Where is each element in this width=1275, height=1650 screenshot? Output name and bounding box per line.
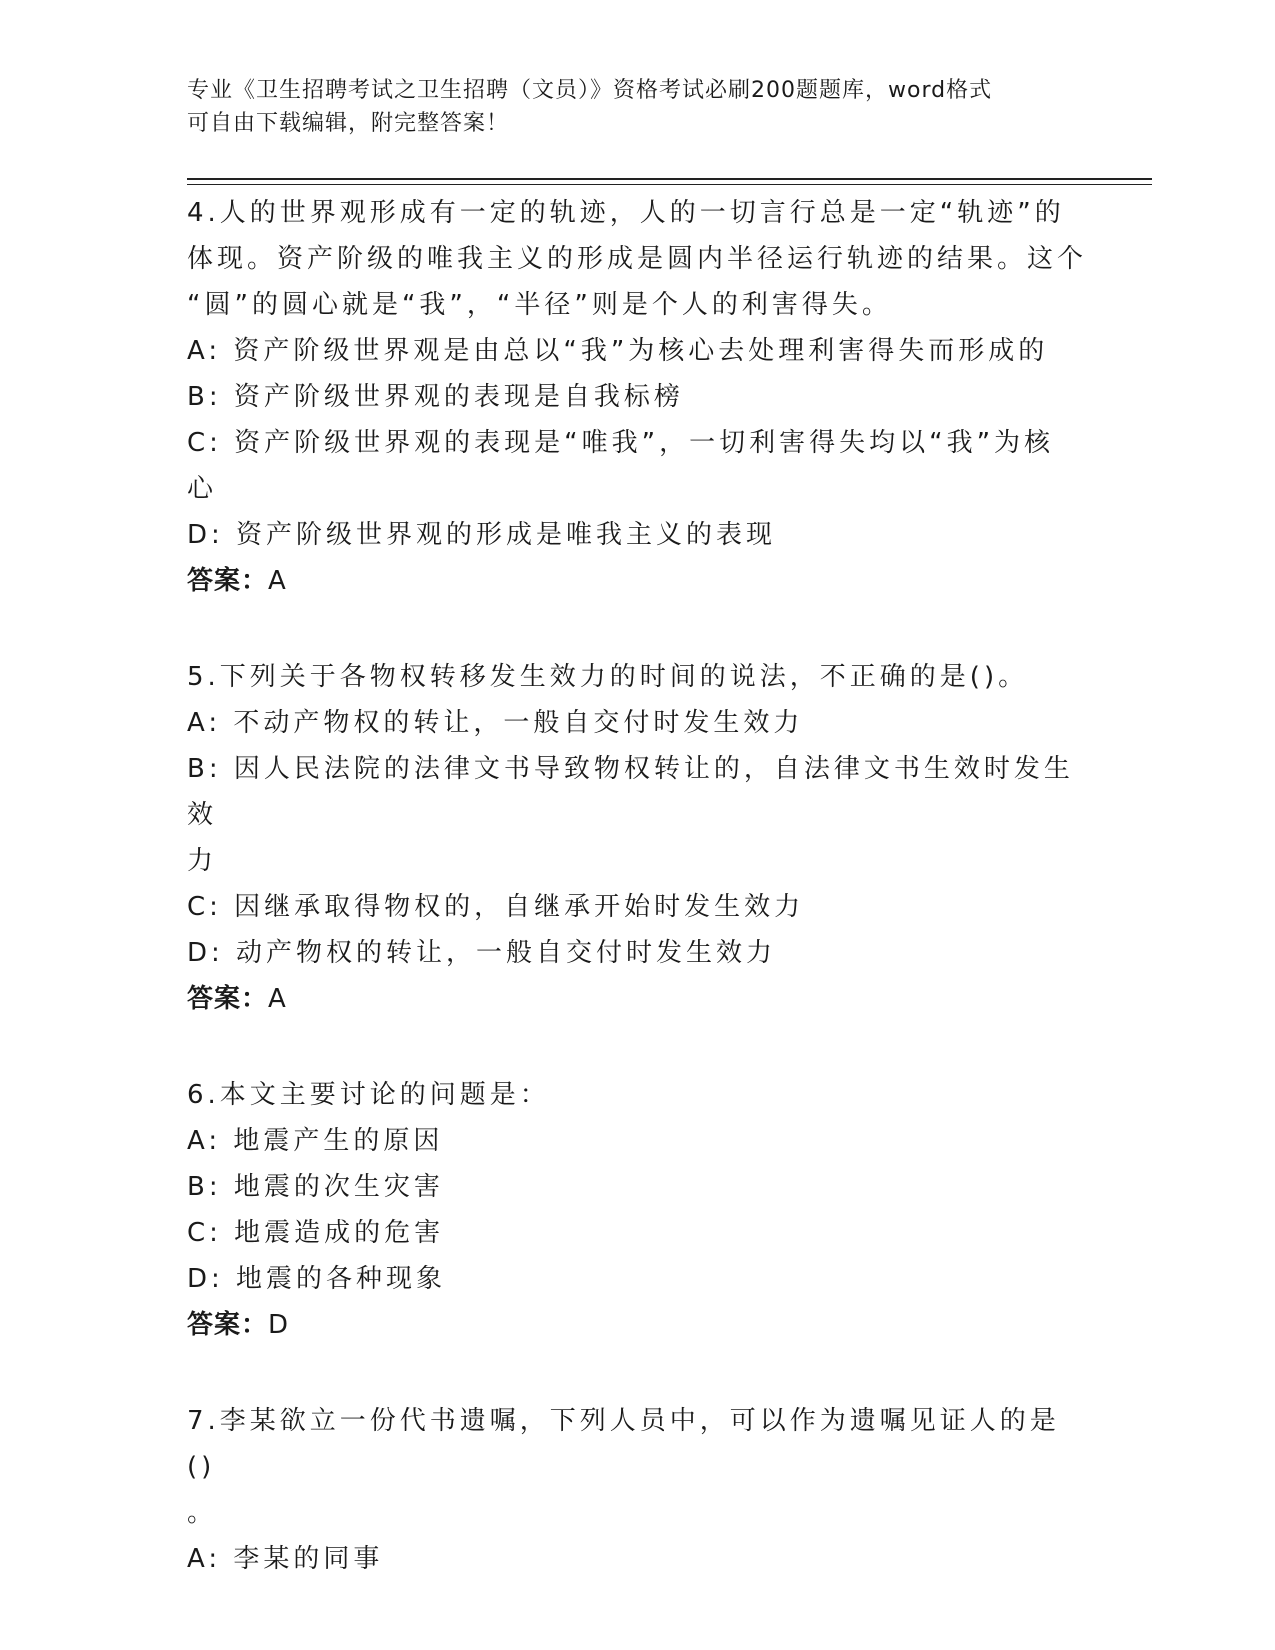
- question-stem-line: 体现。资产阶级的唯我主义的形成是圆内半径运行轨迹的结果。这个: [187, 244, 1088, 274]
- answer-value: A: [268, 566, 287, 596]
- question-stem-line: 4.人的世界观形成有一定的轨迹，人的一切言行总是一定“轨迹”的: [187, 198, 1065, 228]
- option-b: B: 资产阶级世界观的表现是自我标榜: [187, 382, 684, 412]
- question-5: [187, 654, 1087, 1022]
- question-stem-line: “圆”的圆心就是“我”，“半径”则是个人的利害得失。: [187, 290, 892, 320]
- header-divider-thick: [187, 178, 1152, 180]
- option-c: C: 地震造成的危害: [187, 1218, 445, 1248]
- question-6: [187, 1072, 1087, 1348]
- question-stem-line: 7.李某欲立一份代书遗嘱，下列人员中，可以作为遗嘱见证人的是(): [187, 1406, 1060, 1482]
- option-a: A: 李某的同事: [187, 1544, 384, 1574]
- answer-line: [187, 1302, 1087, 1348]
- header-line-2: 可自由下载编辑，附完整答案！: [187, 111, 510, 136]
- answer-value: D: [268, 1310, 290, 1340]
- question-stem-line: 6.本文主要讨论的问题是：: [187, 1080, 550, 1110]
- question-4: [187, 190, 1087, 604]
- question-list: [187, 190, 1087, 1632]
- option-d: D: 动产物权的转让，一般自交付时发生效力: [187, 938, 777, 968]
- answer-label: 答案：: [187, 566, 269, 596]
- document-header: [187, 74, 1087, 140]
- option-c-continued: 心: [187, 474, 218, 504]
- option-a: A: 地震产生的原因: [187, 1126, 444, 1156]
- option-b-continued: 力: [187, 846, 218, 876]
- option-a: A: 不动产物权的转让，一般自交付时发生效力: [187, 708, 804, 738]
- answer-line: [187, 558, 1087, 604]
- header-line-1: 专业《卫生招聘考试之卫生招聘（文员）》资格考试必刷200题题库，word格式: [187, 78, 993, 103]
- option-d: D: 资产阶级世界观的形成是唯我主义的表现: [187, 520, 777, 550]
- option-c: C: 资产阶级世界观的表现是“唯我”，一切利害得失均以“我”为核: [187, 428, 1055, 458]
- answer-value: A: [268, 984, 287, 1014]
- answer-line: [187, 976, 1087, 1022]
- question-stem-line: 。: [187, 1498, 218, 1528]
- answer-label: 答案：: [187, 984, 269, 1014]
- option-c: C: 因继承取得物权的，自继承开始时发生效力: [187, 892, 805, 922]
- option-d: D: 地震的各种现象: [187, 1264, 447, 1294]
- answer-label: 答案：: [187, 1310, 269, 1340]
- header-divider-thin: [187, 184, 1152, 185]
- question-7: [187, 1398, 1087, 1582]
- option-b: B: 因人民法院的法律文书导致物权转让的，自法律文书生效时发生效: [187, 754, 1074, 830]
- question-stem-line: 5.下列关于各物权转移发生效力的时间的说法，不正确的是()。: [187, 662, 1029, 692]
- option-a: A: 资产阶级世界观是由总以“我”为核心去处理利害得失而形成的: [187, 336, 1049, 366]
- option-b: B: 地震的次生灾害: [187, 1172, 444, 1202]
